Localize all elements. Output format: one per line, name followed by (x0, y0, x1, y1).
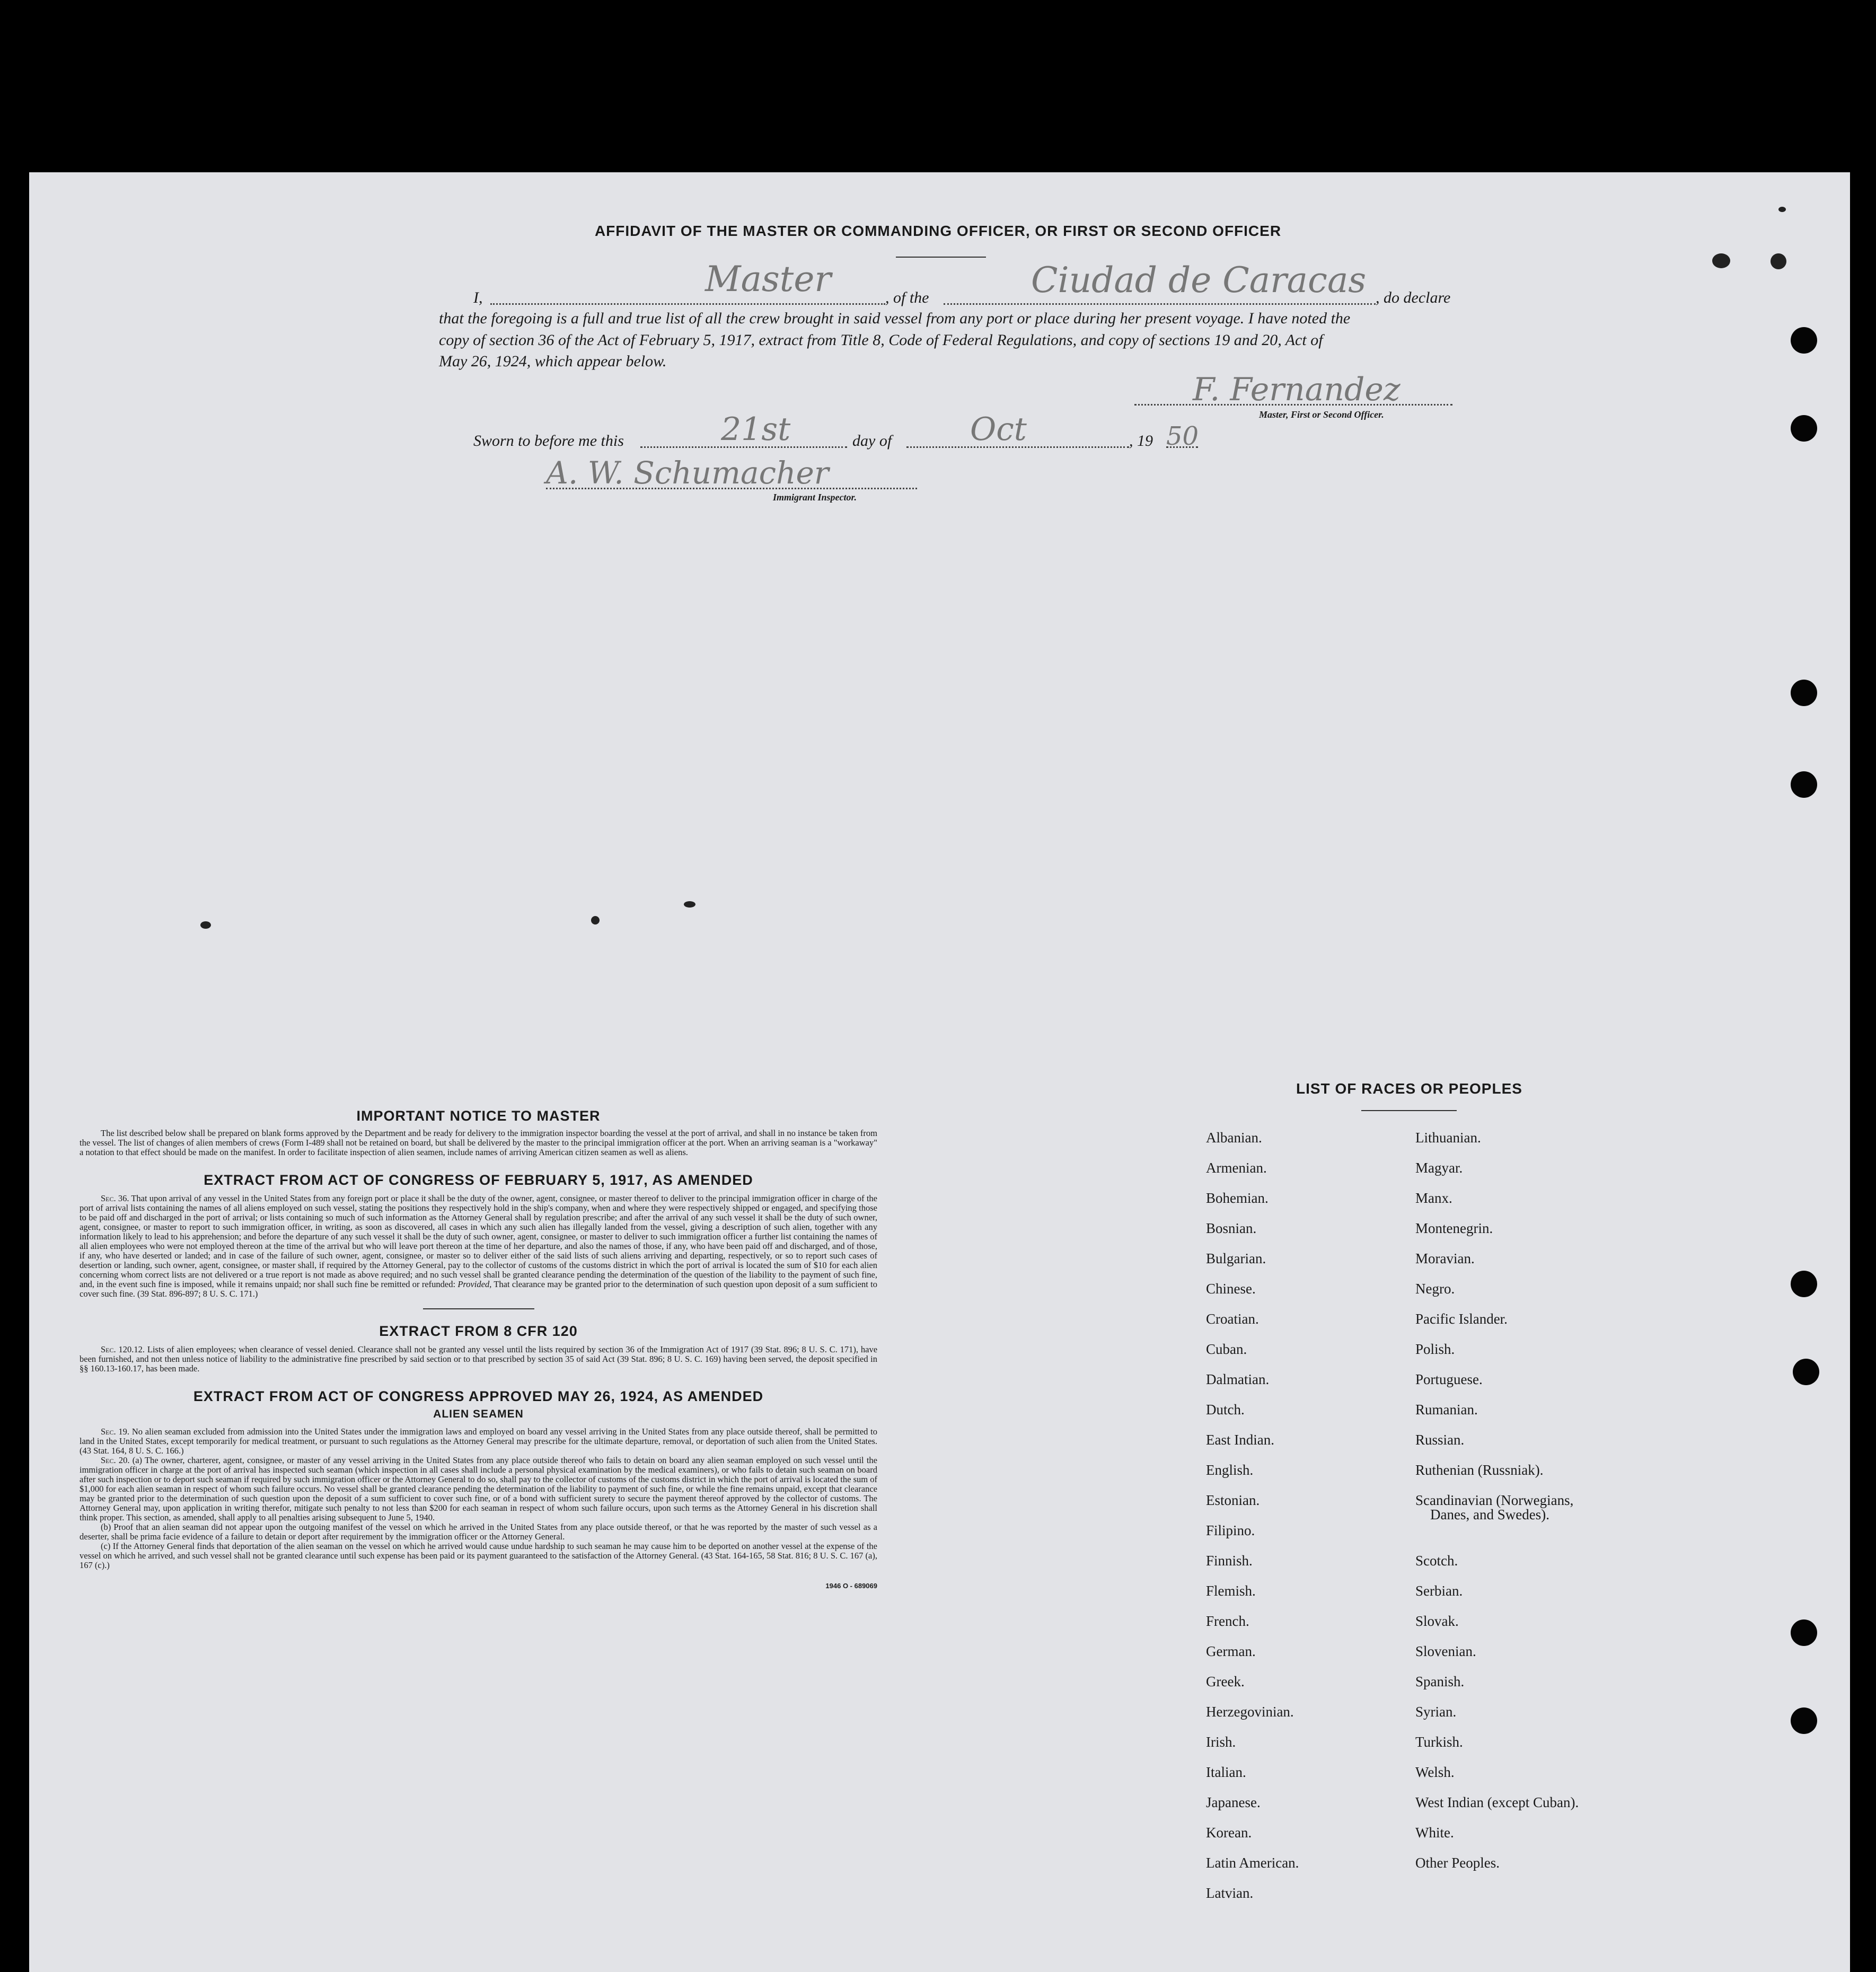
race-item: Rumanian. (1415, 1402, 1478, 1418)
race-item: Manx. (1415, 1190, 1452, 1206)
races-title-rule (1361, 1110, 1457, 1111)
handwritten-inspector-signature: A. W. Schumacher (546, 455, 829, 491)
races-left-column (1206, 1123, 1299, 1908)
section-number: Sec. 20. (101, 1455, 130, 1465)
race-item: East Indian. (1206, 1432, 1274, 1448)
declaration-text-line: that the foregoing is a full and true list of all the crew brought in said vessel from any port or place during her present voyage. I have noted the (439, 310, 1351, 327)
ink-speck (200, 921, 211, 929)
race-item: Irish. (1206, 1734, 1236, 1750)
race-item (1415, 1485, 1579, 1522)
race-item: Serbian. (1415, 1583, 1463, 1599)
punch-hole (1791, 1707, 1817, 1734)
day-of-label: day of (852, 432, 892, 450)
alien-seamen-subtitle: ALIEN SEAMEN (433, 1408, 524, 1420)
declaration-text-line: May 26, 1924, which appear below. (439, 353, 667, 370)
section-text: Lists of alien employees; when clearance of vessel denied. Clearance shall not be granted any vessel until the lists required by section 36 of the Immigration Act of 1917 (39 Stat. 896; 8 U. S. C. 171), have been furnished, and not then unless notice of liability to the administrative fine prescribed by said section or to that prescribed by section 35 of said Act (39 Stat. 896; 8 U. S. C. 169) having been served, the deposit specified in §§ 160.13-160.17, has been made. (80, 1344, 878, 1374)
race-item: Filipino. (1206, 1522, 1255, 1538)
race-item: Negro. (1415, 1281, 1455, 1297)
race-item: Herzegovinian. (1206, 1704, 1294, 1720)
notice-text: The list described below shall be prepared on blank forms approved by the Department and be ready for delivery to the immigration inspector boarding the vessel at the port of arrival, and shall in no instance be taken from the vessel. The list of changes of alien members of crews (Form I-489 shall not be retained on board, but shall be delivered by the master to the principal immigration officer at the port. When an arriving seaman is a "workaway" a notation to that effect should be made on the manifest. In order to facilitate inspection of alien seamen, include names of arriving American citizen seamen as well as aliens. (80, 1128, 877, 1157)
race-item: Latin American. (1206, 1855, 1299, 1871)
extract-8cfr-text (80, 1345, 877, 1374)
ink-speck (1778, 207, 1786, 212)
race-item: Russian. (1415, 1432, 1465, 1448)
section-text: No alien seaman excluded from admission into the United States under the immigration laws and employed on board any vessel arriving in the United States from any place outside thereof, shall be permitted to land in the United States, except temporarily for medical treatment, or pursuant to such regulations as the Attorney General may prescribe for the ultimate departure, removal, or deportation of such alien from the United States. (43 Stat. 164, 8 U. S. C. 166.) (80, 1427, 878, 1456)
race-item: French. (1206, 1613, 1249, 1629)
punch-hole (1791, 771, 1817, 798)
race-item: Japanese. (1206, 1794, 1261, 1810)
race-item: Greek. (1206, 1674, 1245, 1689)
race-item: Armenian. (1206, 1160, 1267, 1176)
notice-title: IMPORTANT NOTICE TO MASTER (356, 1108, 601, 1124)
race-item: Portuguese. (1415, 1371, 1483, 1387)
declaration-i-label: I, (473, 289, 483, 306)
punch-hole (1791, 1271, 1817, 1297)
race-item: Turkish. (1415, 1734, 1463, 1750)
race-item: Chinese. (1206, 1281, 1256, 1297)
race-item: Dalmatian. (1206, 1371, 1270, 1387)
race-item: Flemish. (1206, 1583, 1256, 1599)
section-number: Sec. 19. (101, 1427, 130, 1437)
sworn-label: Sworn to before me this (473, 432, 624, 450)
title-rule (896, 257, 986, 258)
race-item: English. (1206, 1462, 1254, 1478)
year-prefix-label: , 19 (1129, 432, 1153, 450)
section-20c-text: (c) If the Attorney General finds that deportation of the alien seaman on the vessel on which he arrived would cause undue hardship to such seaman he may cause him to be deported on another vessel at the expense of the vessel on which he arrived, and such vessel shall not be granted clearance until such expense has been paid or its payment guaranteed to the satisfaction of the Attorney General. (43 Stat. 164-165, 58 Stat. 816; 8 U. S. C. 167 (a), 167 (c).) (80, 1541, 877, 1570)
do-declare-label: , do declare (1376, 289, 1451, 306)
handwritten-month: Oct (970, 411, 1027, 448)
race-item: West Indian (except Cuban). (1415, 1794, 1579, 1810)
race-item: White. (1415, 1825, 1454, 1841)
section-rule (423, 1308, 534, 1309)
race-item: Bulgarian. (1206, 1251, 1266, 1266)
declaration-text-line: copy of section 36 of the Act of February 5, 1917, extract from Title 8, Code of Federal Regulations, and copy of sections 19 and 20, Act of (439, 331, 1323, 349)
extract-1917-title: EXTRACT FROM ACT OF CONGRESS OF FEBRUARY 5, 1917, AS AMENDED (204, 1172, 753, 1188)
extract-1924-title: EXTRACT FROM ACT OF CONGRESS APPROVED MAY 26, 1924, AS AMENDED (193, 1388, 764, 1404)
race-item: Magyar. (1415, 1160, 1463, 1176)
affidavit-title: AFFIDAVIT OF THE MASTER OR COMMANDING OFFICER, OR FIRST OR SECOND OFFICER (594, 223, 1282, 239)
vessel-name-line (944, 303, 1376, 305)
race-item: Scotch. (1415, 1553, 1458, 1569)
race-item: Montenegrin. (1415, 1220, 1493, 1236)
section-text-end: That clearance may be granted prior to the determination of such question upon deposit of a sum sufficient to cover such fine. (39 Stat. 896-897; 8 U. S. C. 171.) (80, 1279, 877, 1299)
punch-hole (1791, 327, 1817, 354)
punch-hole (1791, 680, 1817, 706)
race-item: Bosnian. (1206, 1220, 1257, 1236)
section-19-text (80, 1427, 877, 1456)
provided-word: Provided, (457, 1279, 492, 1289)
race-item: Albanian. (1206, 1130, 1262, 1146)
inspector-caption: Immigrant Inspector. (773, 492, 857, 503)
race-item: Italian. (1206, 1764, 1246, 1780)
race-item: Korean. (1206, 1825, 1252, 1841)
section-number: Sec. 120.12. (101, 1344, 145, 1354)
regulations-column (80, 1108, 877, 1590)
race-item-line: Danes, and Swedes). (1430, 1507, 1549, 1522)
ink-speck (591, 916, 600, 925)
of-the-label: , of the (885, 289, 929, 306)
punch-hole (1793, 1359, 1819, 1385)
section-number: Sec. 36. (101, 1193, 129, 1203)
race-item: Bohemian. (1206, 1190, 1269, 1206)
race-item: Cuban. (1206, 1341, 1247, 1357)
handwritten-master-signature: F. Fernandez (1193, 371, 1401, 408)
punch-hole (1791, 415, 1817, 442)
section-text: That upon arrival of any vessel in the United States from any foreign port or place it shall be the duty of the owner, agent, consignee, or master thereof to deliver to the principal immigration officer in charge of the port of arrival lists containing the names of all aliens employed on such vessel, stating the positions they respectively hold in the ship's company, when and where they were respectively shipped or engaged, and specifying those to be paid off and discharged in the port of arrival; or lists containing so much of such information as the Attorney General shall by regulation prescribe; and after the arrival of any such vessel it shall be the duty of such owner, agent, consignee, or master to report to such immigration officer, in writing, as soon as discovered, all cases in which any such alien has illegally landed from the vessel, giving a description of such alien, together with any information likely to lead to his apprehension; and before the departure of any such vessel it shall be the duty of such owner, agent, consignee, or master to deliver to such immigration officer a further list containing the names of all alien employees who were not employed thereon at the time of the arrival but who will leave port thereon at the time of her departure, and also the names of those, if any, who have been paid off and discharged, and of those, if any, who have deserted or landed; and in case of the failure of such owner, agent, consignee, or master so to deliver either of the said lists of such aliens arriving and departing, respectively, or so to report such cases of desertion or landing, such owner, agent, consignee, or master shall, if required by the Attorney General, pay to the collector of customs of the customs district in which the port of arrival is located the sum of $10 for each alien concerning whom correct lists are not delivered or a true report is not made as above required; and no such vessel shall be granted clearance pending the determination of the question of the liability to the payment of such fine, and, in the event such fine is imposed, while it remains unpaid; nor shall such fine be remitted or refunded: (80, 1193, 878, 1289)
race-item: Croatian. (1206, 1311, 1259, 1327)
handwritten-day: 21st (721, 411, 791, 448)
handwritten-vessel-name: Ciudad de Caracas (1031, 260, 1367, 301)
section-20a-text (80, 1456, 877, 1522)
handwritten-year: 50 (1166, 421, 1199, 451)
race-item: Latvian. (1206, 1885, 1254, 1901)
ink-speck (1771, 253, 1786, 269)
race-item: Estonian. (1206, 1492, 1260, 1508)
master-title-line (490, 303, 885, 305)
race-item: Slovenian. (1415, 1643, 1476, 1659)
section-20b-text: (b) Proof that an alien seaman did not appear upon the outgoing manifest of the vessel on which he arrived in the United States from any place outside thereof, or that he was reported by the master of such vessel as a deserter, shall be prima facie evidence of a failure to detain or deport after requirement by the immigration officer or the Attorney General. (80, 1522, 877, 1542)
race-item: Moravian. (1415, 1251, 1475, 1266)
race-item: German. (1206, 1643, 1256, 1659)
print-code: 1946 O - 689069 (825, 1582, 877, 1590)
race-item: Pacific Islander. (1415, 1311, 1508, 1327)
race-item: Finnish. (1206, 1553, 1253, 1569)
race-item-line: Scandinavian (Norwegians, (1415, 1492, 1574, 1508)
race-item: Other Peoples. (1415, 1855, 1500, 1871)
punch-hole (1791, 1619, 1817, 1646)
race-item: Welsh. (1415, 1764, 1455, 1780)
race-item: Syrian. (1415, 1704, 1457, 1720)
section-text: (a) The owner, charterer, agent, consignee, or master of any vessel arriving in the United States from any place outside thereof who fails to detain on board any alien seaman employed on such vessel until the immigration officer in charge at the port of arrival has inspected such seaman (which inspection in all cases shall include a personal physical examination by the medical examiners), or who fails to detain such seaman on board after such inspection or to deport such seaman if required by such immigration officer or the Attorney General to do so, shall pay to the collector of customs of the customs district in which the port of arrival is located the sum of $1,000 for each alien seaman in respect of whom such failure occurs. No vessel shall be granted clearance pending the determination of the liability to payment of such fine, or while the fine remains unpaid, except that clearance may be granted prior to the determination of such question upon the deposit of a sum sufficient to cover such fine, or of a bond with sufficient surety to secure the payment thereof approved by the collector of customs. The Attorney General may, upon application in writing therefor, mitigate such penalty to not less than $200 for each seaman in respect of whom such failure occurs, upon such terms as the Attorney General in his discretion shall think proper. This section, as amended, shall apply to all penalties arising subsequent to June 5, 1940. (80, 1455, 877, 1522)
extract-1917-text (80, 1194, 877, 1299)
ink-speck (684, 901, 695, 908)
signature-caption: Master, First or Second Officer. (1259, 409, 1384, 420)
races-right-column (1415, 1123, 1579, 1878)
race-item: Lithuanian. (1415, 1130, 1481, 1146)
race-item: Ruthenian (Russniak). (1415, 1462, 1544, 1478)
race-item: Slovak. (1415, 1613, 1459, 1629)
extract-8cfr-title: EXTRACT FROM 8 CFR 120 (379, 1323, 578, 1339)
handwritten-master-title: Master (705, 259, 831, 300)
race-item: Dutch. (1206, 1402, 1245, 1418)
race-item: Spanish. (1415, 1674, 1465, 1689)
ink-speck (1712, 253, 1730, 268)
races-title: LIST OF RACES OR PEOPLES (1296, 1080, 1522, 1097)
race-item: Polish. (1415, 1341, 1455, 1357)
